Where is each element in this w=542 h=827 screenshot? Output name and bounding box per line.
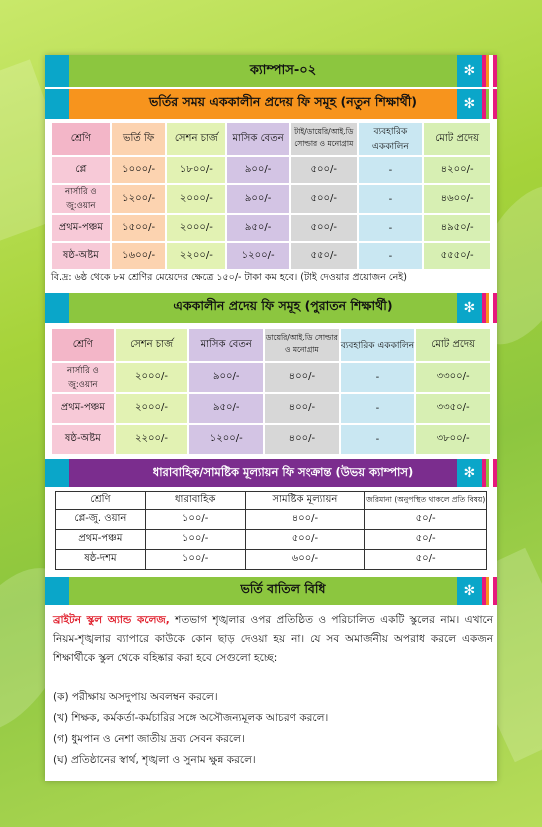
table-row: [56, 530, 487, 550]
session-charge-cell: ২০০০/-: [115, 362, 189, 393]
class-cell: নার্সারি ও জু:ওয়ান: [51, 362, 115, 393]
banner-corner: [457, 89, 497, 119]
practical-cell: -: [358, 242, 424, 270]
section4-title: ভর্তি বাতিল বিধি: [240, 581, 326, 596]
col-header: ভর্তি ফি: [111, 122, 167, 156]
banner-corner: [457, 459, 497, 487]
tie-diary-cell: ৫০০/-: [290, 156, 358, 184]
admission-fee-cell: ১২০০/-: [111, 184, 167, 214]
class-cell: প্রথম-পঞ্চম: [56, 530, 146, 550]
diary-cell: ৪০০/-: [264, 424, 340, 455]
diary-cell: ৪০০/-: [264, 393, 340, 424]
tie-diary-cell: ৫০০/-: [290, 184, 358, 214]
rule-item: (খ) শিক্ষক, কর্মকর্তা-কর্মচারির সঙ্গে অসৌজন্যমূলক আচরণ করলে।: [53, 712, 329, 724]
rule-item: (ক) পরীক্ষায় অসদুপায় অবলম্বন করলে।: [53, 691, 218, 703]
table-row: [51, 362, 491, 393]
col-header: ব্যবহারিক এককালিন: [340, 328, 416, 362]
fine-cell: ৫০/-: [365, 550, 487, 570]
section3-title: ধারাবাহিক/সামষ্টিক মূল্যায়ন ফি সংক্রান্ত (উভয় ক্যাম্পাস): [152, 464, 414, 479]
rule-item: (ঘ) প্রতিষ্ঠানের স্বার্থ, শৃঙ্খলা ও সুনাম ক্ষুন্ন করলে।: [53, 754, 256, 766]
campus-title: ক্যাম্পাস-০২: [249, 62, 317, 78]
col-header: শ্রেণি: [51, 328, 115, 362]
col-header: মাসিক বেতন: [226, 122, 290, 156]
col-header: জরিমানা (অনুপস্থিত থাকলে প্রতি বিষয়): [365, 492, 487, 510]
snowflake-icon: ✻: [457, 577, 482, 605]
table-row: [56, 510, 487, 530]
admission-fee-cell: ১৫০০/-: [111, 214, 167, 242]
diary-cell: ৪০০/-: [264, 362, 340, 393]
monthly-fee-cell: ৯০০/-: [226, 184, 290, 214]
cancellation-rules-banner: [45, 577, 497, 605]
class-cell: নার্সারি ও জু:ওয়ান: [51, 184, 111, 214]
table-row: [51, 393, 491, 424]
col-header: শ্রেণি: [51, 122, 111, 156]
class-cell: ষষ্ঠ-অষ্টম: [51, 424, 115, 455]
col-header: সামষ্টিক মূল্যায়ন: [245, 492, 365, 510]
class-cell: প্লে-জু. ওয়ান: [56, 510, 146, 530]
col-header: সেশন চার্জ: [166, 122, 226, 156]
col-header: মোট প্রদেয়: [423, 122, 491, 156]
monthly-fee-cell: ১২০০/-: [226, 242, 290, 270]
banner-corner: [457, 293, 497, 323]
practical-cell: -: [340, 362, 416, 393]
summative-cell: ৪০০/-: [245, 510, 365, 530]
snowflake-icon: ✻: [457, 89, 482, 119]
session-charge-cell: ২০০০/-: [166, 214, 226, 242]
total-cell: ৩৩০০/-: [415, 362, 491, 393]
old-student-fee-banner: [45, 293, 497, 323]
col-header: মোট প্রদেয়: [415, 328, 491, 362]
table-row: [51, 424, 491, 455]
session-charge-cell: ২০০০/-: [115, 393, 189, 424]
practical-cell: -: [358, 156, 424, 184]
total-cell: ৫৫৫০/-: [423, 242, 491, 270]
col-header: ধারাবাহিক: [145, 492, 245, 510]
banner-corner: [457, 55, 497, 87]
continuous-cell: ১০০/-: [145, 530, 245, 550]
table-row: [51, 184, 491, 214]
col-header: সেশন চার্জ: [115, 328, 189, 362]
continuous-cell: ১০০/-: [145, 550, 245, 570]
practical-cell: -: [340, 393, 416, 424]
monthly-fee-cell: ৯০০/-: [226, 156, 290, 184]
class-cell: প্লে: [51, 156, 111, 184]
class-cell: ষষ্ঠ-দশম: [56, 550, 146, 570]
fee-sheet-panel: [45, 55, 497, 781]
paragraph-text: শতভাগ শৃঙ্খলার ওপর প্রতিষ্ঠিত ও পরিচালিত একটি স্কুলের নাম। এখানে নিয়ম-শৃঙ্খলার ব্যাপারে কাউকে কোন ছাড় দেওয়া হয় না। যে সব অমার্জনীয় অপরাধ করলে একজন শিক্ষার্থীকে স্কুল থেকে বহিষ্কার করা হবে সেগুলো হচ্ছে:: [53, 614, 494, 664]
session-charge-cell: ২২০০/-: [166, 242, 226, 270]
total-cell: ৩৮০০/-: [415, 424, 491, 455]
tie-diary-cell: ৫০০/-: [290, 214, 358, 242]
monthly-fee-cell: ১২০০/-: [188, 424, 264, 455]
school-name: ব্রাইটন স্কুল অ্যান্ড কলেজ,: [53, 614, 170, 626]
new-student-fee-table: [50, 121, 492, 271]
total-cell: ৪৯৫০/-: [423, 214, 491, 242]
snowflake-icon: ✻: [457, 55, 482, 87]
col-header: ডায়েরি/আই.ডি সোল্ডার ও মনোগ্রাম: [264, 328, 340, 362]
class-cell: প্রথম-পঞ্চম: [51, 214, 111, 242]
rule-item: (গ) ধুমপান ও নেশা জাতীয় দ্রব্য সেবন করলে।: [53, 733, 245, 745]
class-cell: ষষ্ঠ-অষ্টম: [51, 242, 111, 270]
fine-cell: ৫০/-: [365, 530, 487, 550]
old-student-fee-table: [50, 327, 492, 456]
snowflake-icon: ✻: [457, 459, 482, 487]
summative-cell: ৫০০/-: [245, 530, 365, 550]
monthly-fee-cell: ৯৫০/-: [226, 214, 290, 242]
monthly-fee-cell: ৯৫০/-: [188, 393, 264, 424]
tie-diary-cell: ৫৫০/-: [290, 242, 358, 270]
class-cell: প্রথম-পঞ্চম: [51, 393, 115, 424]
summative-cell: ৬০০/-: [245, 550, 365, 570]
admission-fee-cell: ১৬০০/-: [111, 242, 167, 270]
session-charge-cell: ২০০০/-: [166, 184, 226, 214]
total-cell: ৪২০০/-: [423, 156, 491, 184]
banner-corner: [457, 577, 497, 605]
col-header: ব্যবহারিক এককালিন: [358, 122, 424, 156]
continuous-cell: ১০০/-: [145, 510, 245, 530]
col-header: শ্রেণি: [56, 492, 146, 510]
session-charge-cell: ২২০০/-: [115, 424, 189, 455]
total-cell: ৪৬০০/-: [423, 184, 491, 214]
table-row: [51, 242, 491, 270]
table-row: [51, 214, 491, 242]
practical-cell: -: [358, 214, 424, 242]
evaluation-fee-banner: [45, 459, 497, 487]
monthly-fee-cell: ৯০০/-: [188, 362, 264, 393]
section1-title: ভর্তির সময় এককালীন প্রদেয় ফি সমূহ (নতুন শিক্ষার্থী): [148, 94, 418, 109]
total-cell: ৩৩৫০/-: [415, 393, 491, 424]
col-header: টাই/ডায়েরি/আই.ডি সোল্ডার ও মনোগ্রাম: [290, 122, 358, 156]
admission-fee-cell: ১০০০/-: [111, 156, 167, 184]
fine-cell: ৫০/-: [365, 510, 487, 530]
practical-cell: -: [358, 184, 424, 214]
section2-title: এককালীন প্রদেয় ফি সমূহ (পুরাতন শিক্ষার্থী): [173, 298, 393, 313]
practical-cell: -: [340, 424, 416, 455]
new-student-fee-banner: [45, 89, 497, 119]
girls-discount-note: বি.দ্র: ৬ষ্ঠ থেকে ৮ম শ্রেণির মেয়েদের ক্ষেত্রে ১৫০/- টাকা কম হবে। (টাই দেওয়ার প্রয়োজন নেই): [51, 272, 407, 283]
table-row: [51, 156, 491, 184]
cancellation-paragraph: [53, 611, 493, 668]
session-charge-cell: ১৮০০/-: [166, 156, 226, 184]
table-row: [56, 550, 487, 570]
evaluation-fee-table: [55, 491, 487, 570]
campus-banner: [45, 55, 497, 87]
snowflake-icon: ✻: [457, 293, 482, 323]
col-header: মাসিক বেতন: [188, 328, 264, 362]
